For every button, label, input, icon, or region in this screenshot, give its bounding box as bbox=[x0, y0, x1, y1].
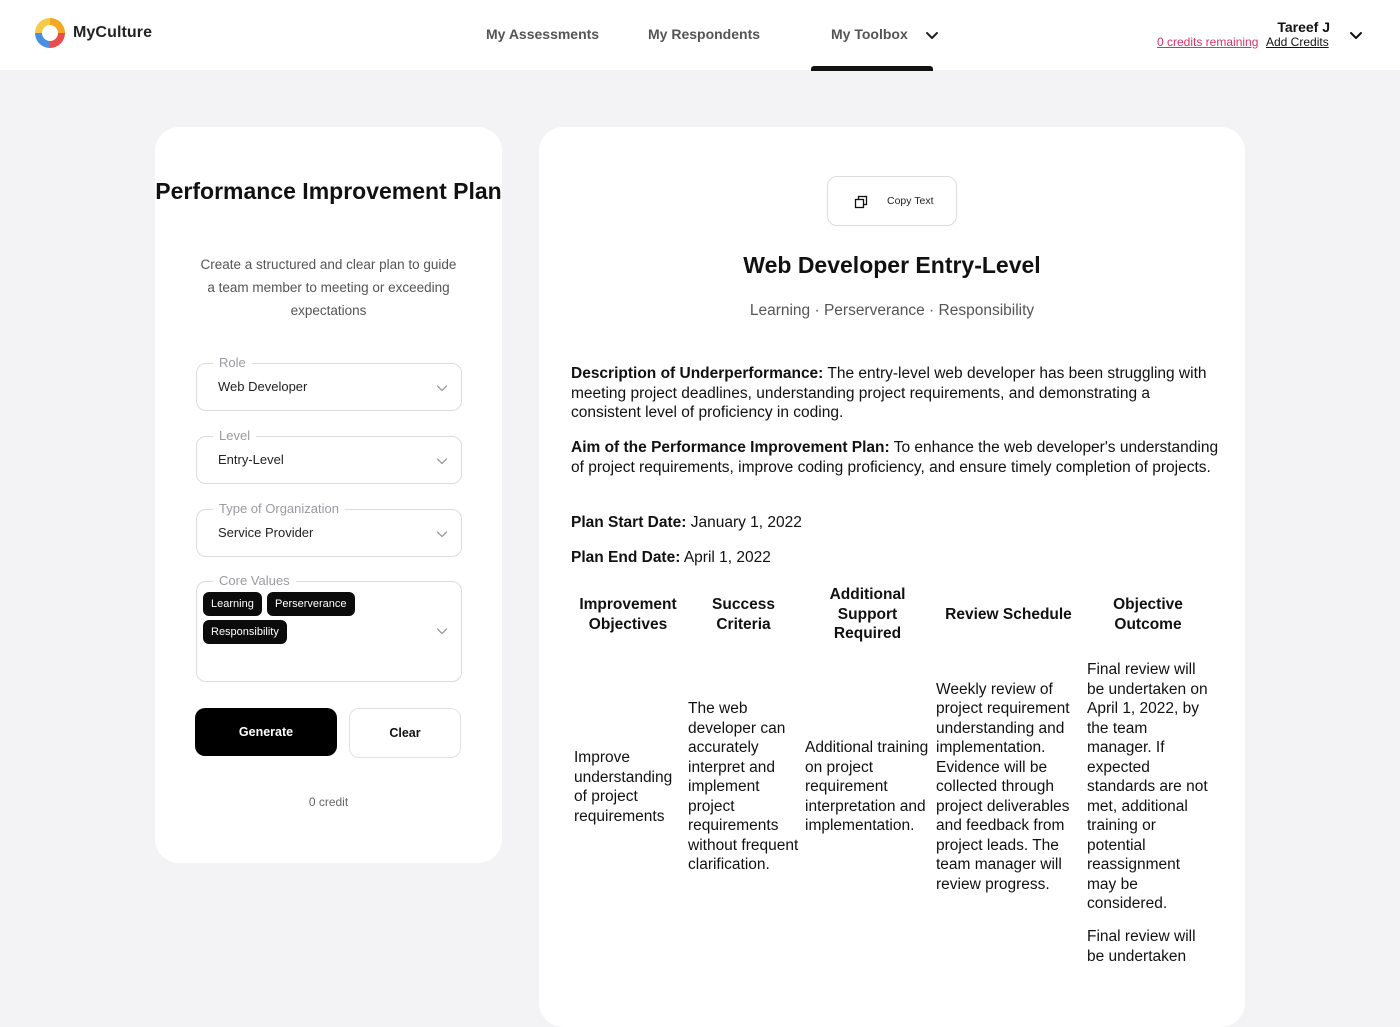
start-date-label: Plan Start Date: bbox=[571, 514, 687, 531]
chevron-down-icon bbox=[435, 527, 449, 541]
table-cell bbox=[571, 927, 685, 987]
table-cell bbox=[802, 927, 933, 987]
user-menu-chevron-icon[interactable] bbox=[1348, 27, 1364, 43]
user-name: Tareef J bbox=[1277, 19, 1330, 35]
description-text: The entry-level web developer has been struggling with meeting project deadlines, understanding project requirements, and demonstrating a consistent level of proficiency in coding. bbox=[571, 365, 1207, 421]
table-cell: Final review will be undertaken bbox=[1087, 928, 1196, 965]
organization-type-value: Service Provider bbox=[218, 525, 314, 540]
chevron-down-icon bbox=[435, 454, 449, 468]
table-cell: The web developer can accurately interpret and implement project requirements without frequent clarification. bbox=[688, 700, 799, 874]
chevron-down-icon bbox=[435, 381, 449, 395]
role-label: Role bbox=[213, 355, 252, 371]
table-cell bbox=[933, 927, 1084, 987]
organization-type-label: Type of Organization bbox=[213, 501, 345, 517]
copy-icon bbox=[854, 195, 868, 209]
column-header: Improvement Objectives bbox=[579, 596, 677, 633]
level-value: Entry-Level bbox=[218, 452, 284, 467]
column-header: Additional Support Required bbox=[829, 586, 906, 643]
table-cell: Weekly review of project requirement understanding and implementation. Evidence will be collected through project deliverables and feedback from project leads. The team manager will review progress. bbox=[936, 680, 1070, 893]
logo-icon bbox=[34, 17, 66, 49]
core-values-multiselect[interactable] bbox=[196, 573, 462, 682]
role-select[interactable] bbox=[196, 355, 462, 411]
aim-label: Aim of the Performance Improvement Plan: bbox=[571, 439, 890, 456]
aim-paragraph bbox=[571, 438, 1221, 477]
table-row bbox=[571, 647, 1212, 927]
core-value-chip[interactable]: Responsibility bbox=[203, 620, 287, 644]
table-row bbox=[571, 927, 1212, 987]
start-date-value: January 1, 2022 bbox=[686, 514, 802, 531]
logo[interactable] bbox=[34, 17, 152, 49]
nav-my-respondents[interactable]: My Respondents bbox=[648, 26, 761, 42]
nav-my-toolbox[interactable]: My Toolbox bbox=[831, 26, 908, 42]
form-subtitle: Create a structured and clear plan to guide a team member to meeting or exceeding expectations bbox=[200, 257, 457, 318]
nav-my-assessments[interactable]: My Assessments bbox=[486, 26, 600, 42]
table-cell bbox=[685, 927, 802, 987]
level-label: Level bbox=[213, 428, 256, 444]
result-core-values: Learning · Perserverance · Responsibility bbox=[749, 302, 1035, 319]
app-name: MyCulture bbox=[73, 24, 153, 41]
column-header: Success Criteria bbox=[712, 596, 775, 633]
core-value-chip[interactable]: Learning bbox=[203, 592, 262, 616]
description-paragraph bbox=[571, 364, 1221, 423]
role-value: Web Developer bbox=[218, 379, 308, 394]
credit-cost-note: 0 credit bbox=[308, 795, 349, 809]
table-cell: Final review will be undertaken on April 1, 2022, by the team manager. If expected standards are not met, additional training or potential reassignment may be considered. bbox=[1087, 661, 1208, 913]
form-title: Performance Improvement Plan bbox=[155, 178, 502, 204]
description-label: Description of Underperformance: bbox=[571, 365, 824, 382]
plan-form-card bbox=[155, 127, 502, 863]
chevron-down-icon[interactable] bbox=[924, 27, 940, 43]
improvement-plan-table bbox=[571, 582, 1212, 987]
aim-text: To enhance the web developer's understanding of project requirements, improve coding proficiency, and ensure timely completion of projects. bbox=[571, 439, 1219, 476]
column-header: Review Schedule bbox=[945, 605, 1072, 623]
active-tab-indicator bbox=[811, 66, 933, 71]
copy-text-button[interactable] bbox=[827, 176, 957, 226]
level-select[interactable] bbox=[196, 428, 462, 484]
organization-type-select[interactable] bbox=[196, 501, 462, 557]
result-title: Web Developer Entry-Level bbox=[743, 252, 1041, 278]
clear-button[interactable]: Clear bbox=[349, 708, 461, 758]
top-header bbox=[0, 0, 1400, 70]
generate-button[interactable]: Generate bbox=[195, 708, 337, 756]
table-cell: Improve understanding of project requirements bbox=[574, 749, 673, 825]
plan-result-card bbox=[539, 127, 1245, 1027]
end-date-paragraph bbox=[571, 548, 1221, 568]
table-cell: Additional training on project requirement interpretation and implementation. bbox=[805, 739, 929, 835]
chevron-down-icon bbox=[435, 624, 449, 638]
start-date-paragraph bbox=[571, 513, 1221, 533]
table-header-row bbox=[571, 582, 1212, 647]
column-header: Objective Outcome bbox=[1113, 596, 1183, 633]
credits-remaining-link[interactable]: 0 credits remaining bbox=[1157, 35, 1259, 49]
end-date-value: April 1, 2022 bbox=[680, 549, 771, 566]
copy-text-label: Copy Text bbox=[887, 195, 934, 207]
end-date-label: Plan End Date: bbox=[571, 549, 681, 566]
add-credits-link[interactable]: Add Credits bbox=[1266, 35, 1329, 49]
core-values-label: Core Values bbox=[213, 573, 296, 589]
core-value-chip[interactable]: Perserverance bbox=[267, 592, 355, 616]
